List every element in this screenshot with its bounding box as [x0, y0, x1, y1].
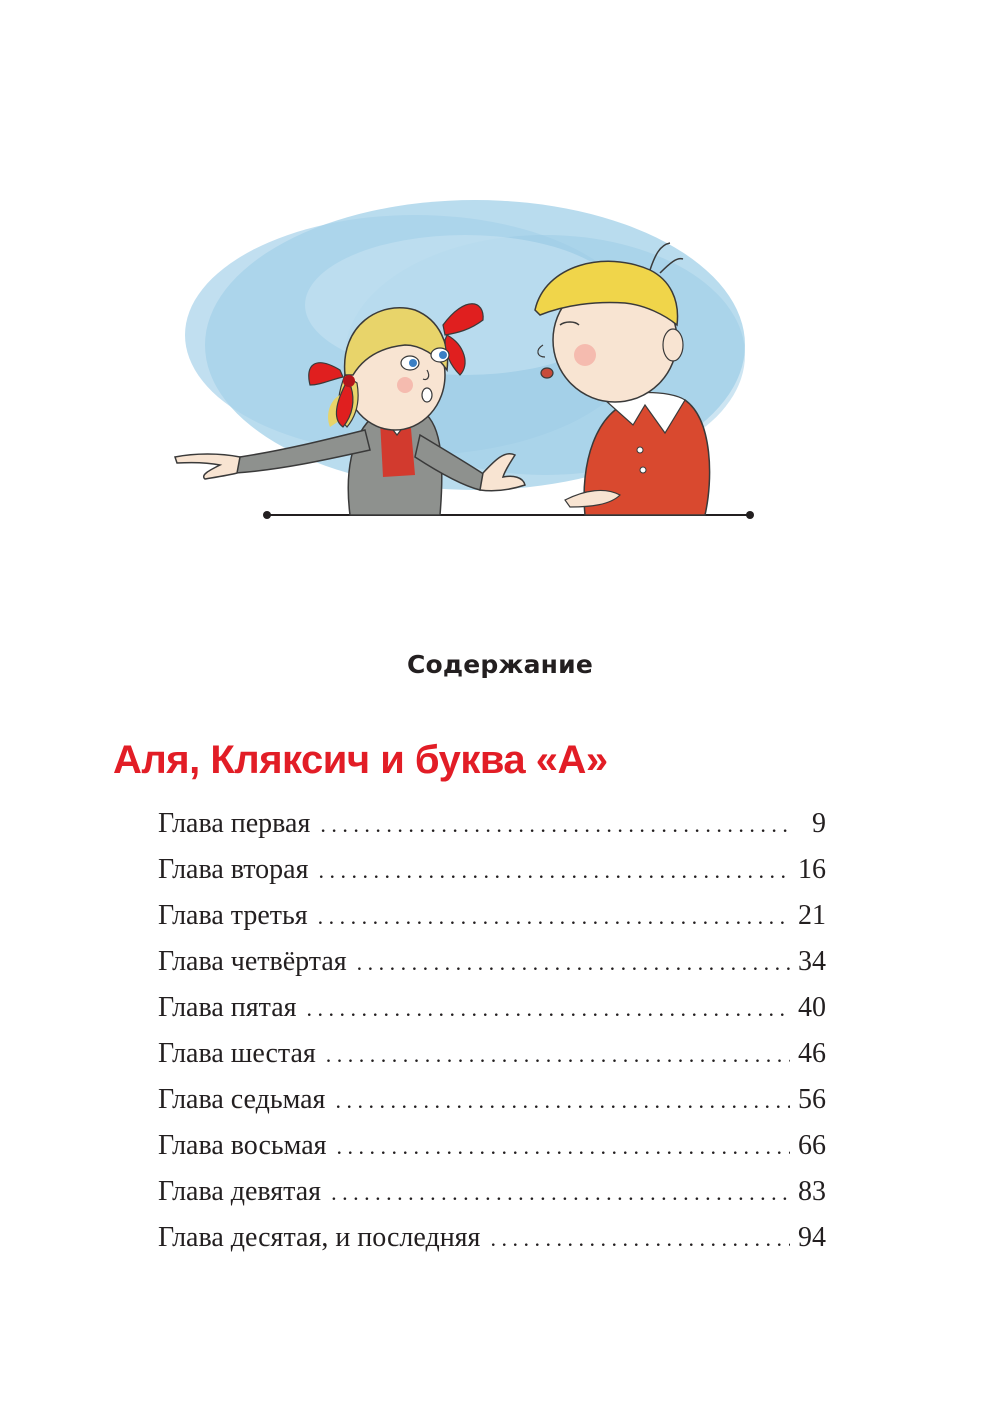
toc-entry-page: 16 — [798, 854, 826, 885]
toc-entry[interactable] — [158, 1130, 826, 1176]
toc-entry[interactable] — [158, 1222, 826, 1268]
toc-entry-label: Глава первая — [158, 808, 311, 839]
toc-entry[interactable] — [158, 808, 826, 854]
toc-leader-dots — [357, 950, 790, 976]
illustration-girl-and-boy — [165, 195, 765, 535]
toc-leader-dots — [318, 858, 790, 884]
toc-entry-label: Глава вторая — [158, 854, 309, 885]
toc-entry-label: Глава девятая — [158, 1176, 322, 1207]
toc-leader-dots — [320, 812, 790, 838]
toc-entry-label: Глава четвёртая — [158, 946, 347, 977]
toc-entry-label: Глава десятая, и последняя — [158, 1222, 481, 1253]
toc-entry-page: 56 — [798, 1084, 826, 1115]
toc-entry[interactable] — [158, 854, 826, 900]
book-title: Аля, Кляксич и буква «А» — [113, 738, 608, 782]
toc-entry[interactable] — [158, 992, 826, 1038]
toc-entry-label: Глава пятая — [158, 992, 297, 1023]
contents-heading: Содержание — [406, 650, 594, 679]
toc-entry[interactable] — [158, 900, 826, 946]
toc-entry[interactable] — [158, 1038, 826, 1084]
toc-entry-page: 9 — [812, 808, 826, 839]
toc-entry[interactable] — [158, 1084, 826, 1130]
toc-entry-page: 21 — [798, 900, 826, 931]
toc-entry-page: 94 — [798, 1222, 826, 1253]
toc-leader-dots — [331, 1180, 790, 1206]
toc-entry-page: 83 — [798, 1176, 826, 1207]
toc-leader-dots — [326, 1042, 790, 1068]
toc-entry-label: Глава шестая — [158, 1038, 316, 1069]
table-of-contents — [158, 808, 826, 1268]
toc-entry[interactable] — [158, 1176, 826, 1222]
toc-entry-page: 46 — [798, 1038, 826, 1069]
toc-entry-page: 40 — [798, 992, 826, 1023]
toc-entry[interactable] — [158, 946, 826, 992]
toc-entry-label: Глава третья — [158, 900, 308, 931]
toc-entry-label: Глава седьмая — [158, 1084, 326, 1115]
toc-entry-page: 66 — [798, 1130, 826, 1161]
toc-entry-label: Глава восьмая — [158, 1130, 327, 1161]
toc-leader-dots — [337, 1134, 790, 1160]
toc-entry-page: 34 — [798, 946, 826, 977]
toc-leader-dots — [335, 1088, 790, 1114]
toc-leader-dots — [307, 996, 790, 1022]
toc-leader-dots — [490, 1226, 790, 1252]
toc-leader-dots — [318, 904, 790, 930]
